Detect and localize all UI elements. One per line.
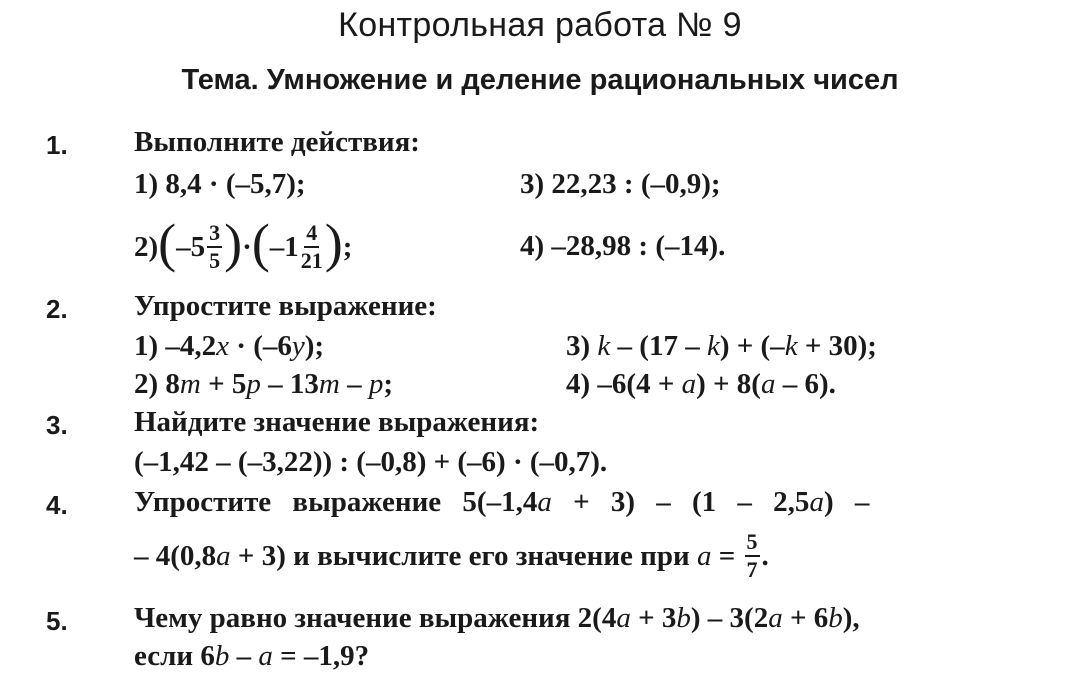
left-paren-1: ( — [158, 213, 177, 273]
var-m: m — [318, 368, 340, 400]
t2b-p2: – 13 — [260, 368, 319, 400]
task-2-item-2 — [134, 368, 393, 401]
var-b: b — [214, 640, 230, 672]
var-k: k — [597, 330, 611, 362]
var-x: x — [216, 330, 230, 362]
t2d-end: – 6). — [775, 368, 836, 400]
var-k: k — [784, 330, 798, 362]
t4-l2-pre: – 4(0,8 — [134, 539, 217, 572]
mixed-1-numerator: 3 — [207, 222, 222, 248]
t5-l1-p2: ) – 3(2 — [690, 602, 769, 634]
var-m: m — [179, 368, 201, 400]
t5-l1-text: Чему равно значение выражения 2(4 — [134, 602, 617, 634]
left-paren-2: ( — [251, 213, 270, 273]
var-p: p — [246, 368, 261, 400]
t2b-p3: – — [339, 368, 369, 400]
t2b-p1: + 5 — [200, 368, 247, 400]
t2c-p2: ) + (– — [719, 330, 785, 362]
t5-l1-p3: + 6 — [782, 602, 829, 634]
var-a: a — [216, 539, 231, 572]
t4-l2-eq: = — [711, 539, 743, 572]
mixed-2-fraction — [301, 222, 323, 272]
var-a: a — [768, 602, 783, 634]
task-3-number: 3. — [46, 410, 68, 440]
mixed-2-denominator: 21 — [300, 248, 323, 273]
task-4-number: 4. — [46, 490, 68, 520]
task-5-line-2 — [134, 640, 369, 673]
var-a: a — [681, 368, 697, 400]
mixed-1-fraction — [207, 222, 222, 272]
t5-l2-end: = –1,9? — [272, 640, 370, 672]
fraction-denominator: 7 — [746, 557, 758, 582]
task-4-line-1 — [134, 486, 869, 519]
t4-l2-mid: + 3) и вычислите его значение при — [230, 539, 697, 572]
t2a-end: ); — [304, 330, 325, 362]
t2d-pre: 4) –6(4 + — [566, 368, 682, 400]
task-5-number: 5. — [46, 606, 68, 636]
task-1-number: 1. — [46, 130, 68, 160]
task-1-item-4: 4) –28,98 : (–14). — [520, 230, 726, 262]
page-subtitle: Тема. Умножение и деление рациональных чисел — [181, 64, 899, 96]
mixed-1-denominator: 5 — [209, 248, 221, 273]
t2c-end: + 30); — [797, 330, 877, 362]
var-b: b — [828, 602, 843, 634]
task-3-heading: Найдите значение выражения: — [134, 406, 540, 438]
t2b-pre: 2) 8 — [134, 368, 180, 400]
fraction-numerator: 5 — [745, 531, 760, 557]
t5-l1-end: ), — [842, 602, 860, 634]
t4-l1-p1: + 3) – (1 – 2,5 — [551, 486, 810, 518]
right-paren-1: ) — [224, 213, 243, 273]
task-2-number: 2. — [46, 294, 68, 324]
var-a: a — [760, 368, 776, 400]
t5-l1-p1: + 3 — [630, 602, 677, 634]
mixed-2-int: –1 — [269, 230, 299, 263]
right-paren-2: ) — [324, 213, 343, 273]
var-y: y — [291, 330, 305, 362]
task-1-item-3: 3) 22,23 : (–0,9); — [520, 168, 721, 200]
t5-l2-pre: если 6 — [134, 640, 215, 672]
var-a: a — [537, 486, 552, 518]
task-1-item-2-end: ; — [342, 230, 353, 263]
var-k: k — [706, 330, 720, 362]
task-1-item-2-prefix: 2) — [134, 230, 159, 263]
t2a-pre: 1) –4,2 — [134, 330, 217, 362]
t2d-p1: ) + 8( — [696, 368, 761, 400]
page-title: Контрольная работа № 9 — [338, 6, 742, 44]
t4-l1-end: ) – — [823, 486, 870, 518]
t2c-p1: – (17 – — [610, 330, 707, 362]
var-b: b — [676, 602, 691, 634]
var-a: a — [258, 640, 273, 672]
task-3-expression: (–1,42 – (–3,22)) : (–0,8) + (–6) · (–0,7). — [134, 446, 608, 478]
task-1-item-1: 1) 8,4 · (–5,7); — [134, 168, 306, 200]
task-1-heading: Выполните действия: — [134, 126, 420, 158]
var-p: p — [368, 368, 384, 400]
t4-l1-text: Упростите выражение 5(–1,4 — [134, 486, 538, 518]
mixed-2-numerator: 4 — [304, 222, 319, 248]
task-2-item-3 — [566, 330, 877, 363]
task-1-item-2 — [134, 212, 352, 282]
task-4-line-2 — [134, 526, 769, 586]
var-a: a — [809, 486, 824, 518]
mixed-1-int: –5 — [176, 230, 206, 263]
task-2-item-1 — [134, 330, 324, 363]
t2c-pre: 3) — [566, 330, 598, 362]
var-a: a — [616, 602, 631, 634]
t5-l2-mid: – — [229, 640, 259, 672]
t4-l2-end: . — [761, 539, 769, 572]
t2a-mid: · (–6 — [229, 330, 292, 362]
task-2-heading: Упростите выражение: — [134, 290, 437, 322]
task-5-line-1 — [134, 602, 860, 635]
var-a: a — [696, 539, 712, 572]
fraction-a-value — [745, 531, 760, 581]
multiply-dot: · — [242, 230, 252, 263]
task-2-item-4 — [566, 368, 836, 401]
t2b-end: ; — [383, 368, 394, 400]
